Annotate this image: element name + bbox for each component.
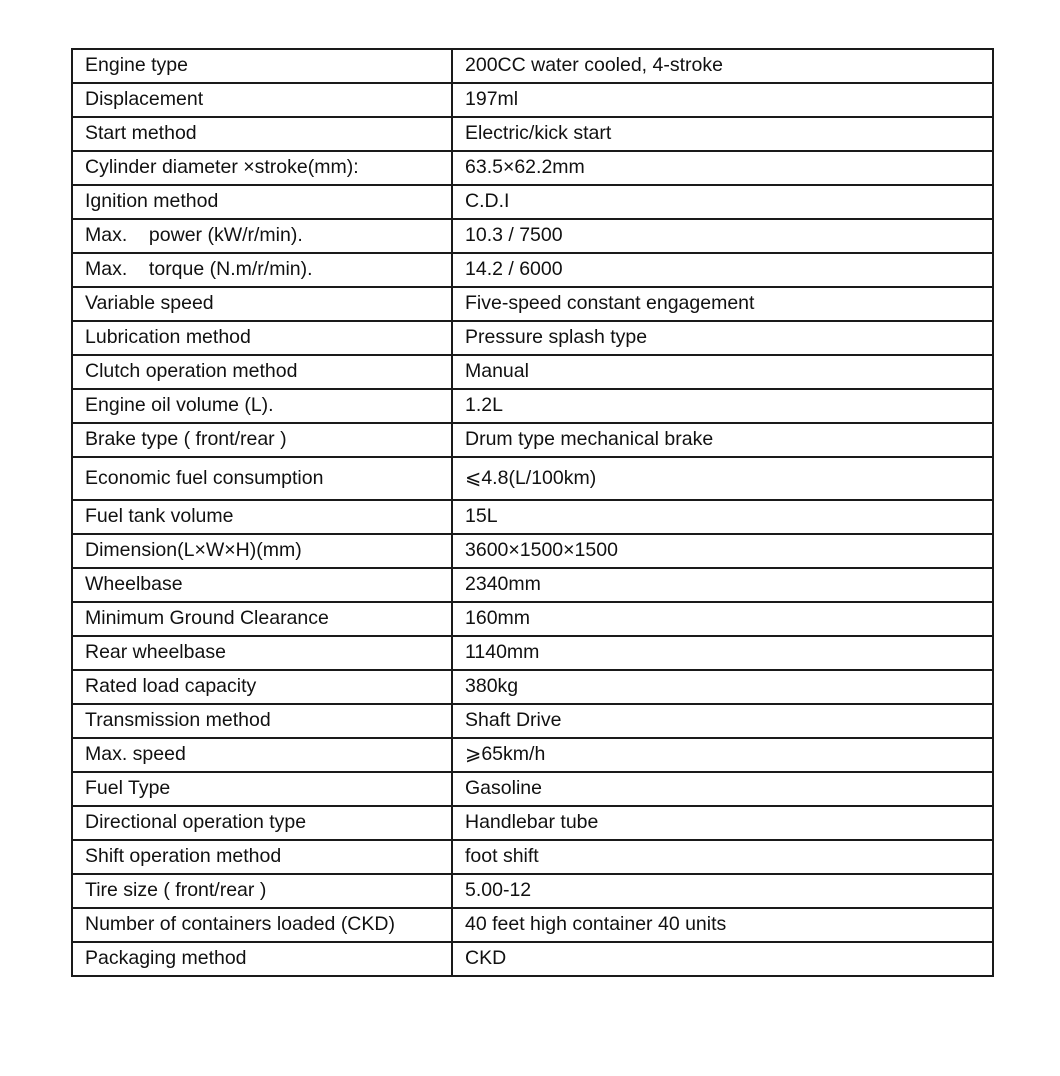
table-row-tire-size bbox=[72, 874, 993, 908]
spec-value: 14.2 / 6000 bbox=[452, 253, 993, 287]
table-row-packaging-method bbox=[72, 942, 993, 976]
table-row-max-speed bbox=[72, 738, 993, 772]
spec-value: 15L bbox=[452, 500, 993, 534]
table-row-cylinder-diameter bbox=[72, 151, 993, 185]
spec-value: 5.00-12 bbox=[452, 874, 993, 908]
spec-label: Start method bbox=[72, 117, 452, 151]
spec-table-body bbox=[72, 49, 993, 976]
spec-label: Dimension(L×W×H)(mm) bbox=[72, 534, 452, 568]
spec-value: Five-speed constant engagement bbox=[452, 287, 993, 321]
spec-value: 40 feet high container 40 units bbox=[452, 908, 993, 942]
spec-label: Ignition method bbox=[72, 185, 452, 219]
spec-label: Economic fuel consumption bbox=[72, 457, 452, 500]
spec-value: Manual bbox=[452, 355, 993, 389]
spec-value: Handlebar tube bbox=[452, 806, 993, 840]
spec-label: Minimum Ground Clearance bbox=[72, 602, 452, 636]
spec-label: Brake type ( front/rear ) bbox=[72, 423, 452, 457]
spec-value: 1140mm bbox=[452, 636, 993, 670]
table-row-brake-type bbox=[72, 423, 993, 457]
spec-value: C.D.I bbox=[452, 185, 993, 219]
spec-label: Tire size ( front/rear ) bbox=[72, 874, 452, 908]
spec-label: Max. speed bbox=[72, 738, 452, 772]
spec-value: ⩽4.8(L/100km) bbox=[452, 457, 993, 500]
table-row-shift-operation bbox=[72, 840, 993, 874]
spec-label: Lubrication method bbox=[72, 321, 452, 355]
table-row-lubrication-method bbox=[72, 321, 993, 355]
table-row-rated-load bbox=[72, 670, 993, 704]
table-row-ground-clearance bbox=[72, 602, 993, 636]
spec-value: 197ml bbox=[452, 83, 993, 117]
spec-label: Fuel Type bbox=[72, 772, 452, 806]
table-row-rear-wheelbase bbox=[72, 636, 993, 670]
spec-value: 3600×1500×1500 bbox=[452, 534, 993, 568]
spec-label: Engine oil volume (L). bbox=[72, 389, 452, 423]
spec-label: Rear wheelbase bbox=[72, 636, 452, 670]
spec-label: Max. torque (N.m/r/min). bbox=[72, 253, 452, 287]
table-row-dimension bbox=[72, 534, 993, 568]
spec-label: Max. power (kW/r/min). bbox=[72, 219, 452, 253]
spec-value: 380kg bbox=[452, 670, 993, 704]
spec-value: 63.5×62.2mm bbox=[452, 151, 993, 185]
table-row-fuel-type bbox=[72, 772, 993, 806]
spec-label: Wheelbase bbox=[72, 568, 452, 602]
table-row-engine-type bbox=[72, 49, 993, 83]
table-row-directional-operation bbox=[72, 806, 993, 840]
spec-value: foot shift bbox=[452, 840, 993, 874]
spec-value: 160mm bbox=[452, 602, 993, 636]
spec-value: Gasoline bbox=[452, 772, 993, 806]
spec-label: Packaging method bbox=[72, 942, 452, 976]
spec-value: CKD bbox=[452, 942, 993, 976]
spec-label: Displacement bbox=[72, 83, 452, 117]
spec-label: Variable speed bbox=[72, 287, 452, 321]
spec-value: 10.3 / 7500 bbox=[452, 219, 993, 253]
spec-label: Rated load capacity bbox=[72, 670, 452, 704]
spec-value: Electric/kick start bbox=[452, 117, 993, 151]
spec-label: Cylinder diameter ×stroke(mm): bbox=[72, 151, 452, 185]
spec-value: Pressure splash type bbox=[452, 321, 993, 355]
table-row-containers-loaded bbox=[72, 908, 993, 942]
table-row-clutch-operation bbox=[72, 355, 993, 389]
table-row-engine-oil-volume bbox=[72, 389, 993, 423]
spec-value: ⩾65km/h bbox=[452, 738, 993, 772]
table-row-start-method bbox=[72, 117, 993, 151]
table-row-displacement bbox=[72, 83, 993, 117]
table-row-max-torque bbox=[72, 253, 993, 287]
spec-table bbox=[71, 48, 994, 977]
spec-label: Transmission method bbox=[72, 704, 452, 738]
spec-value: Drum type mechanical brake bbox=[452, 423, 993, 457]
table-row-variable-speed bbox=[72, 287, 993, 321]
spec-value: 2340mm bbox=[452, 568, 993, 602]
table-row-fuel-consumption bbox=[72, 457, 993, 500]
spec-value: 1.2L bbox=[452, 389, 993, 423]
spec-label: Shift operation method bbox=[72, 840, 452, 874]
table-row-ignition-method bbox=[72, 185, 993, 219]
spec-value: 200CC water cooled, 4-stroke bbox=[452, 49, 993, 83]
table-row-max-power bbox=[72, 219, 993, 253]
spec-label: Clutch operation method bbox=[72, 355, 452, 389]
table-row-transmission-method bbox=[72, 704, 993, 738]
spec-label: Directional operation type bbox=[72, 806, 452, 840]
spec-label: Fuel tank volume bbox=[72, 500, 452, 534]
spec-label: Engine type bbox=[72, 49, 452, 83]
spec-label: Number of containers loaded (CKD) bbox=[72, 908, 452, 942]
table-row-wheelbase bbox=[72, 568, 993, 602]
spec-value: Shaft Drive bbox=[452, 704, 993, 738]
table-row-fuel-tank-volume bbox=[72, 500, 993, 534]
